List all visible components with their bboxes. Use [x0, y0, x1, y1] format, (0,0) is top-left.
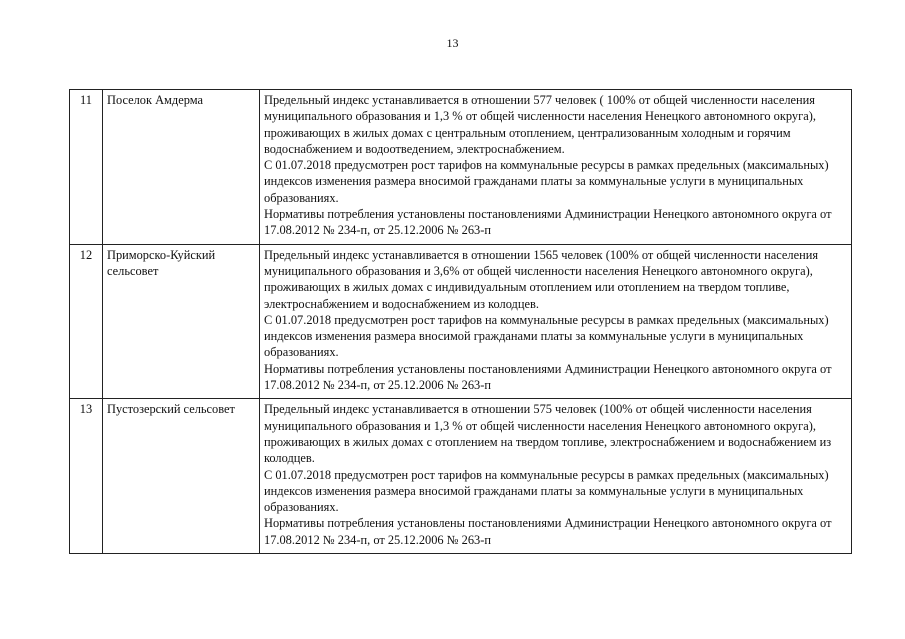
description-paragraph: Предельный индекс устанавливается в отношении 575 человек (100% от общей численности населения муниципального образования и 1,3 % от общей численности населения Ненецкого автономного округа), проживающих в жилых домах с отоплением на твердом топливе, электроснабжением и водоснабжением из колодцев.	[264, 402, 832, 466]
row-description	[260, 90, 852, 245]
row-number: 11	[70, 90, 103, 245]
table-row	[70, 399, 852, 554]
description-paragraph: Предельный индекс устанавливается в отношении 1565 человек (100% от общей численности населения муниципального образования и 3,6% от общей численности населения Ненецкого автономного округа), проживающих в жилых домах с индивидуальным отоплением или отоплением на твердом топливе, электроснабжением и водоснабжением из колодцев.	[264, 247, 819, 311]
table-row	[70, 90, 852, 245]
municipality-name: Приморско-Куйский сельсовет	[103, 244, 260, 399]
row-description	[260, 244, 852, 399]
description-paragraph: Нормативы потребления установлены постановлениями Администрации Ненецкого автономного округа от 17.08.2012 № 234-п, от 25.12.2006 № 263-п	[264, 361, 832, 393]
description-paragraph: С 01.07.2018 предусмотрен рост тарифов на коммунальные ресурсы в рамках предельных (максимальных) индексов изменения размера вносимой гражданами платы за коммунальные услуги в муниципальных образованиях.	[264, 158, 829, 205]
table-row	[70, 244, 852, 399]
description-paragraph: Нормативы потребления установлены постановлениями Администрации Ненецкого автономного округа от 17.08.2012 № 234-п, от 25.12.2006 № 263-п	[264, 207, 832, 238]
municipality-name: Пустозерский сельсовет	[103, 399, 260, 554]
description-paragraph: Предельный индекс устанавливается в отношении 577 человек ( 100% от общей численности населения муниципального образования и 1,3 % от общей численности населения Ненецкого автономного округа), проживающих в жилых домах с центральным отоплением, централизованным холодным и горячим водоснабжением и водоотведением, электроснабжением.	[264, 93, 816, 156]
description-paragraph: С 01.07.2018 предусмотрен рост тарифов на коммунальные ресурсы в рамках предельных (максимальных) индексов изменения размера вносимой гражданами платы за коммунальные услуги в муниципальных образованиях.	[264, 312, 829, 360]
description-paragraph: Нормативы потребления установлены постановлениями Администрации Ненецкого автономного округа от 17.08.2012 № 234-п, от 25.12.2006 № 263-п	[264, 516, 832, 547]
row-number: 12	[70, 244, 103, 399]
description-paragraph: С 01.07.2018 предусмотрен рост тарифов на коммунальные ресурсы в рамках предельных (максимальных) индексов изменения размера вносимой гражданами платы за коммунальные услуги в муниципальных образованиях.	[264, 467, 829, 515]
municipality-name: Поселок Амдерма	[103, 90, 260, 245]
municipality-table	[69, 89, 852, 554]
row-number: 13	[70, 399, 103, 554]
row-description	[260, 399, 852, 554]
page-number: 13	[446, 36, 459, 50]
